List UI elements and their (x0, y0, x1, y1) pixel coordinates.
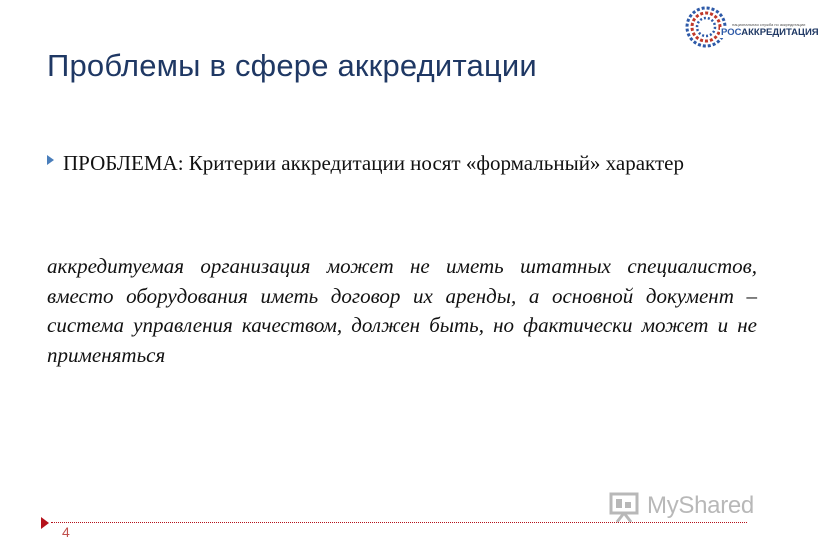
slide-title: Проблемы в сфере аккредитации (47, 48, 537, 83)
bullet-text: ПРОБЛЕМА: Критерии аккредитации носят «формальный» характер (63, 151, 684, 175)
footer-divider (51, 522, 747, 523)
presentation-board-icon (607, 491, 645, 523)
watermark (607, 490, 767, 524)
bullet-item (47, 148, 757, 178)
logo-name (720, 27, 820, 38)
logo-name-part2: АККРЕДИТАЦИЯ (741, 27, 819, 38)
rosaccreditation-logo (684, 5, 819, 49)
footer-arrow-icon (41, 517, 49, 529)
page-number: 4 (62, 524, 70, 540)
bullet-arrow-icon (47, 155, 54, 165)
body-paragraph: аккредитуемая организация может не иметь штатных специалистов, вместо оборудования иметь договор их аренды, а основной документ – система управления качеством, должен быть, но фактически может и не применяться (47, 254, 757, 367)
logo-caption: национальная служба по аккредитации (732, 22, 806, 27)
watermark-text: MyShared (647, 492, 754, 519)
logo-name-part1: РОС (721, 27, 742, 38)
